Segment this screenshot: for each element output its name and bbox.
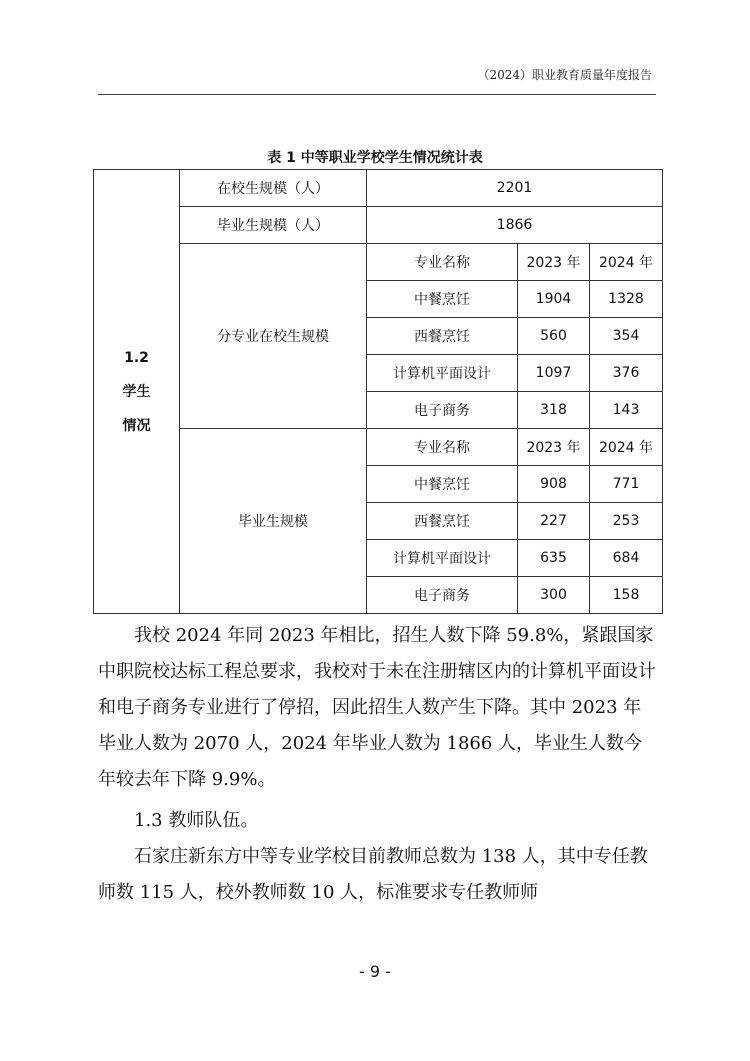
grad-scale-label: 毕业生规模: [180, 429, 367, 614]
header-divider: [98, 94, 656, 95]
value-2024: 376: [590, 355, 663, 392]
value-2024: 158: [590, 577, 663, 614]
enrollment-label: 在校生规模（人）: [180, 170, 367, 207]
section-title-line2: 情况: [122, 417, 151, 434]
column-header-2024: 2024 年: [590, 429, 663, 466]
table-row: [94, 170, 663, 207]
by-major-label: 分专业在校生规模: [180, 244, 367, 429]
major-name: 电子商务: [367, 392, 518, 429]
section-title-line1: 学生: [122, 383, 151, 400]
major-name: 计算机平面设计: [367, 355, 518, 392]
major-name: 电子商务: [367, 577, 518, 614]
value-2023: 227: [518, 503, 590, 540]
body-paragraph-1: [98, 618, 658, 798]
running-header: （2024）职业教育质量年度报告: [477, 68, 652, 82]
value-2023: 318: [518, 392, 590, 429]
value-2023: 1904: [518, 281, 590, 318]
page-number: - 9 -: [359, 962, 391, 981]
graduates-label: 毕业生规模（人）: [180, 207, 367, 244]
value-2023: 908: [518, 466, 590, 503]
value-2024: 143: [590, 392, 663, 429]
column-header-2024: 2024 年: [590, 244, 663, 281]
enrollment-value: 2201: [367, 170, 663, 207]
major-name: 西餐烹饪: [367, 318, 518, 355]
paragraph-2-text: 石家庄新东方中等专业学校目前教师总数为 138 人，其中专任教师数 115 人，校外教师数 10 人，标准要求专任教师师: [98, 846, 648, 903]
value-2023: 1097: [518, 355, 590, 392]
column-header-2023: 2023 年: [518, 429, 590, 466]
major-name: 中餐烹饪: [367, 281, 518, 318]
heading-text: 1.3 教师队伍。: [134, 810, 259, 831]
table-row: [94, 207, 663, 244]
section-heading-1-3: [98, 803, 658, 839]
body-paragraph-2: [98, 839, 658, 911]
value-2024: 253: [590, 503, 663, 540]
section-label-cell: [94, 170, 180, 614]
paragraph-1-text: 我校 2024 年同 2023 年相比，招生人数下降 59.8%，紧跟国家中职院校达标工程总要求，我校对于未在注册辖区内的计算机平面设计和电子商务专业进行了停招，因此招生人数产生下降。其中 2023 年毕业人数为 2070 人，2024 年毕业人数为 1866 人，毕业生人数今年较去年下降 9.9%。: [98, 625, 656, 790]
value-2024: 354: [590, 318, 663, 355]
value-2023: 300: [518, 577, 590, 614]
major-name: 计算机平面设计: [367, 540, 518, 577]
column-header-major: 专业名称: [367, 429, 518, 466]
major-name: 中餐烹饪: [367, 466, 518, 503]
value-2024: 771: [590, 466, 663, 503]
section-number: 1.2: [124, 349, 149, 366]
table-row: [94, 429, 663, 466]
value-2024: 684: [590, 540, 663, 577]
table-caption: 表 1 中等职业学校学生情况统计表: [267, 150, 483, 166]
table-row: [94, 244, 663, 281]
value-2023: 635: [518, 540, 590, 577]
student-stats-table: [93, 169, 663, 614]
major-name: 西餐烹饪: [367, 503, 518, 540]
graduates-value: 1866: [367, 207, 663, 244]
value-2023: 560: [518, 318, 590, 355]
column-header-major: 专业名称: [367, 244, 518, 281]
column-header-2023: 2023 年: [518, 244, 590, 281]
value-2024: 1328: [590, 281, 663, 318]
